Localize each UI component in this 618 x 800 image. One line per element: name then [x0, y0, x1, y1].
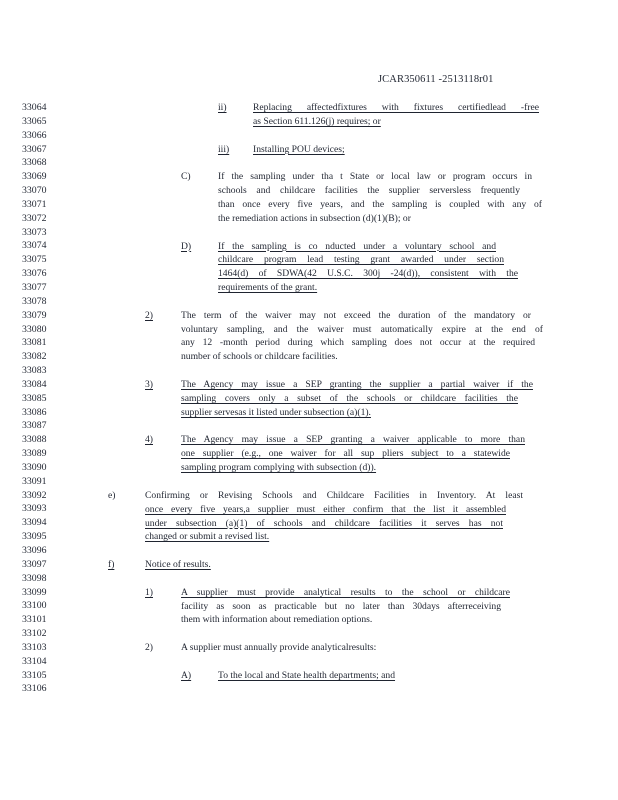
text-line: once every five years,a supplier must either confirm that the list it assembled: [145, 503, 506, 515]
line-number: 33088: [22, 434, 47, 446]
text-line: The Agency may issue a SEP granting the supplier a partial waiver if the: [181, 379, 533, 390]
line-number: 33084: [22, 378, 47, 390]
line-number: 33087: [22, 420, 47, 432]
text-line: If the sampling is co nducted under a voluntary school and: [218, 240, 496, 252]
line-number: 33078: [22, 295, 47, 307]
line-number: 33098: [22, 572, 47, 584]
line-number: 33070: [22, 185, 47, 197]
line-number: 33066: [22, 129, 47, 141]
text-line: as Section 611.126(j) requires; or: [253, 115, 381, 127]
line-number: 33102: [22, 628, 47, 640]
line-number: 33082: [22, 351, 47, 363]
item-label: f): [108, 559, 115, 571]
text-line: one supplier (e.g., one waiver for all sup pliers subject to a statewide: [181, 448, 510, 460]
line-number: 33085: [22, 392, 47, 404]
item-label: iii): [218, 143, 230, 155]
item-label: 2): [145, 642, 153, 654]
text-line: A supplier must provide analytical results to the school or childcare: [181, 586, 510, 598]
line-number: 33103: [22, 641, 47, 653]
text-line: 1464(d) of SDWA(42 U.S.C. 300j -24(d)), consistent with the: [218, 268, 518, 280]
text-line: Replacing affectedfixtures with fixtures certifiedlead -free: [253, 102, 539, 113]
text-line: If the sampling under tha t State or local law or program occurs in: [218, 171, 532, 183]
line-number: 33075: [22, 254, 47, 266]
line-number: 33092: [22, 489, 47, 501]
text-line: any 12 -month period during which sampling does not occur at the required: [181, 337, 535, 349]
line-number: 33073: [22, 226, 47, 238]
line-number: 33091: [22, 475, 47, 487]
line-number: 33095: [22, 531, 47, 543]
item-label: 1): [145, 586, 153, 598]
text-line: To the local and State health departments; and: [218, 669, 396, 681]
item-label: C): [181, 171, 191, 183]
line-number: 33097: [22, 558, 47, 570]
line-number: 33069: [22, 171, 47, 183]
line-number: 33079: [22, 309, 47, 321]
line-number: 33096: [22, 545, 47, 556]
text-line: childcare program lead testing grant awarded under section: [218, 254, 504, 266]
text-line: Confirming or Revising Schools and Childcare Facilities in Inventory. At least: [145, 489, 523, 501]
line-number: 33077: [22, 281, 47, 293]
line-number: 33100: [22, 600, 47, 612]
text-line: voluntary sampling, and the waiver must automatically expire at the end of: [181, 323, 543, 335]
item-label: 4): [145, 434, 153, 446]
line-number: 33071: [22, 198, 47, 210]
line-number: 33080: [22, 323, 47, 335]
document-id-header: JCAR350611 -2513118r01: [378, 74, 494, 85]
line-number: 33090: [22, 461, 47, 473]
text-line: under subsection (a)(1) of schools and childcare facilities it serves has not: [145, 517, 503, 529]
line-number: 33086: [22, 406, 47, 418]
text-line: sampling covers only a subset of the schools or childcare facilities the: [181, 392, 518, 404]
text-line: supplier servesas it listed under subsection (a)(1).: [181, 406, 371, 418]
item-label: A): [181, 669, 192, 681]
line-number: 33093: [22, 503, 47, 515]
line-number: 33065: [22, 115, 47, 127]
text-line: sampling program complying with subsection (d)).: [181, 462, 377, 474]
line-number: 33106: [22, 683, 47, 695]
item-label: 2): [145, 309, 153, 321]
text-line: them with information about remediation options.: [181, 614, 373, 626]
text-line: facility as soon as practicable but no later than 30days afterreceiving: [181, 600, 501, 612]
text-line: changed or submit a revised list.: [145, 531, 270, 543]
text-line: The Agency may issue a SEP granting a waiver applicable to more than: [181, 434, 525, 446]
line-number: 33089: [22, 448, 47, 460]
line-number: 33083: [22, 365, 47, 377]
line-number: 33105: [22, 669, 47, 681]
line-number: 33076: [22, 268, 47, 280]
text-line: than once every five years, and the sampling is coupled with any of: [218, 198, 542, 210]
text-line: the remediation actions in subsection (d)(1)(B); or: [218, 212, 411, 224]
text-line: The term of the waiver may not exceed the duration of the mandatory or: [181, 309, 531, 321]
text-line: number of schools or childcare facilities.: [181, 351, 338, 363]
text-line: Installing POU devices;: [253, 143, 345, 155]
line-number: 33099: [22, 586, 47, 598]
item-label: 3): [145, 379, 153, 390]
text-line: requirements of the grant.: [218, 282, 318, 294]
line-number-column: [22, 101, 47, 696]
line-number: 33074: [22, 240, 47, 252]
line-number: 33068: [22, 157, 47, 169]
text-line: schools and childcare facilities the supplier serversless frequently: [218, 185, 520, 197]
line-number: 33072: [22, 212, 47, 224]
text-line: Notice of results.: [145, 559, 211, 571]
item-label: D): [181, 240, 192, 252]
text-line: A supplier must annually provide analyticalresults:: [181, 642, 377, 654]
line-number: 33104: [22, 655, 47, 667]
line-number: 33101: [22, 614, 47, 626]
item-label: e): [108, 489, 116, 501]
line-number: 33067: [22, 143, 47, 155]
item-label: ii): [218, 102, 227, 113]
line-number: 33081: [22, 337, 47, 349]
line-number: 33064: [22, 102, 47, 113]
line-number: 33094: [22, 517, 47, 529]
